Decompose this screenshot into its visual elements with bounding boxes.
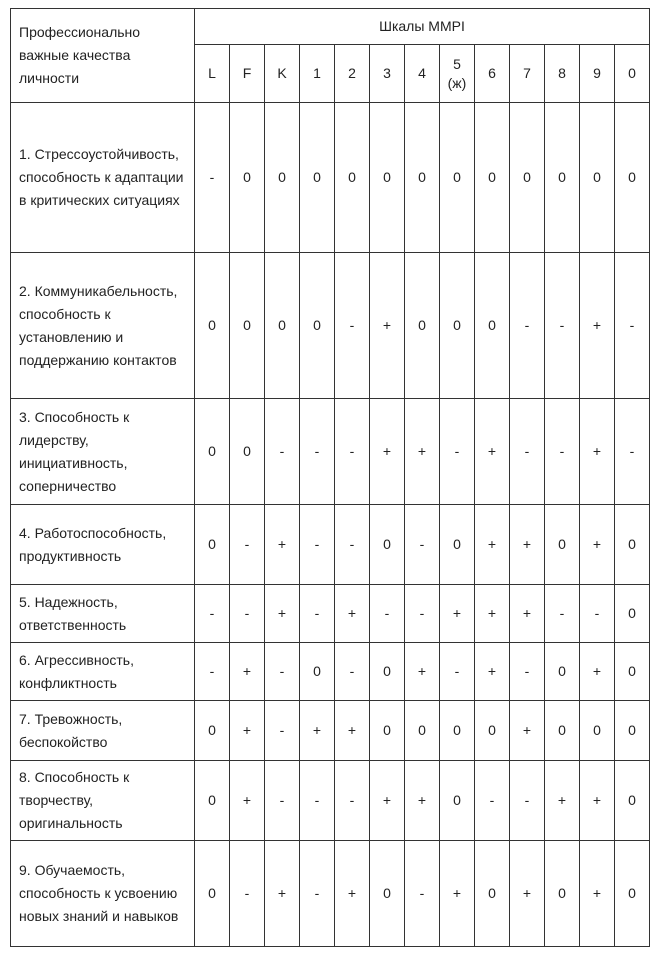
scale-value-cell: 0: [475, 103, 510, 253]
scale-value-cell: 0: [615, 585, 650, 643]
scale-value-cell: -: [545, 585, 580, 643]
table-row: [11, 585, 650, 643]
scale-value-cell: +: [405, 643, 440, 701]
scale-value-cell: +: [440, 841, 475, 947]
scale-value-cell: 0: [580, 103, 615, 253]
scale-value-cell: +: [335, 585, 370, 643]
scale-value-cell: -: [615, 253, 650, 399]
scale-value-cell: 0: [615, 701, 650, 761]
scale-value-cell: -: [545, 399, 580, 505]
scale-value-cell: 0: [440, 701, 475, 761]
qualities-column-header: Профессионально важные качества личности: [11, 9, 195, 103]
scale-value-cell: +: [230, 761, 265, 841]
scale-value-cell: 0: [545, 103, 580, 253]
scale-value-cell: +: [580, 505, 615, 585]
scale-value-cell: -: [195, 585, 230, 643]
scale-value-cell: -: [370, 585, 405, 643]
scale-value-cell: -: [265, 399, 300, 505]
scale-value-cell: 0: [195, 701, 230, 761]
scale-header-cell: 8: [545, 45, 580, 103]
quality-cell: 4. Работоспособность, продуктивность: [11, 505, 195, 585]
quality-cell: 6. Агрессивность, конфликтность: [11, 643, 195, 701]
scale-header-cell: 7: [510, 45, 545, 103]
scale-value-cell: 0: [440, 761, 475, 841]
scale-value-cell: +: [370, 253, 405, 399]
scale-value-cell: -: [300, 505, 335, 585]
table-row: [11, 253, 650, 399]
scale-value-cell: 0: [300, 643, 335, 701]
scale-value-cell: -: [405, 505, 440, 585]
scale-value-cell: 0: [230, 103, 265, 253]
scale-value-cell: 0: [370, 701, 405, 761]
scale-value-cell: +: [370, 399, 405, 505]
scale-value-cell: +: [475, 585, 510, 643]
quality-cell: 1. Стрессоустойчивость, способность к адаптации в критических ситуациях: [11, 103, 195, 253]
scale-value-cell: -: [510, 761, 545, 841]
scale-value-cell: -: [510, 253, 545, 399]
scale-value-cell: +: [475, 399, 510, 505]
scale-value-cell: 0: [370, 643, 405, 701]
scale-value-cell: -: [335, 643, 370, 701]
scale-value-cell: 0: [545, 643, 580, 701]
scale-value-cell: -: [300, 399, 335, 505]
scale-value-cell: +: [405, 399, 440, 505]
scale-value-cell: 0: [440, 505, 475, 585]
scale-value-cell: -: [300, 841, 335, 947]
scale-value-cell: -: [440, 399, 475, 505]
quality-cell: 2. Коммуникабельность, способность к установлению и поддержанию контактов: [11, 253, 195, 399]
quality-cell: 9. Обучаемость, способность к усвоению новых знаний и навыков: [11, 841, 195, 947]
scale-value-cell: +: [510, 841, 545, 947]
table-row: [11, 399, 650, 505]
scale-value-cell: 0: [475, 841, 510, 947]
scale-value-cell: +: [265, 505, 300, 585]
scale-value-cell: +: [510, 505, 545, 585]
scale-value-cell: +: [580, 253, 615, 399]
scale-header-cell: 9: [580, 45, 615, 103]
scale-value-cell: +: [475, 505, 510, 585]
scale-value-cell: -: [230, 585, 265, 643]
scale-value-cell: 0: [195, 761, 230, 841]
scale-value-cell: 0: [195, 505, 230, 585]
scale-value-cell: 0: [475, 701, 510, 761]
scale-value-cell: 0: [335, 103, 370, 253]
scale-value-cell: +: [265, 585, 300, 643]
scale-value-cell: 0: [405, 701, 440, 761]
scale-header-cell: L: [195, 45, 230, 103]
scale-value-cell: +: [475, 643, 510, 701]
scale-value-cell: 0: [615, 841, 650, 947]
table-row: [11, 701, 650, 761]
scale-value-cell: +: [335, 841, 370, 947]
table-row: [11, 761, 650, 841]
scale-value-cell: -: [440, 643, 475, 701]
table-row: [11, 103, 650, 253]
scale-value-cell: 0: [510, 103, 545, 253]
scale-value-cell: +: [580, 399, 615, 505]
scale-value-cell: +: [580, 761, 615, 841]
mmpi-qualities-table: [10, 8, 650, 947]
quality-cell: 7. Тревожность, беспокойство: [11, 701, 195, 761]
table-row: [11, 643, 650, 701]
scale-value-cell: -: [300, 761, 335, 841]
scale-value-cell: -: [580, 585, 615, 643]
scale-value-cell: +: [580, 841, 615, 947]
scale-value-cell: -: [265, 701, 300, 761]
scale-header-cell: 5 (ж): [440, 45, 475, 103]
scale-value-cell: -: [335, 505, 370, 585]
scale-value-cell: 0: [265, 103, 300, 253]
scale-value-cell: 0: [615, 761, 650, 841]
scale-value-cell: -: [510, 399, 545, 505]
scale-value-cell: 0: [405, 103, 440, 253]
scale-value-cell: +: [580, 643, 615, 701]
scale-value-cell: -: [230, 841, 265, 947]
scale-value-cell: -: [335, 399, 370, 505]
scale-value-cell: 0: [370, 103, 405, 253]
scale-header-cell: 2: [335, 45, 370, 103]
scale-value-cell: +: [510, 585, 545, 643]
scale-value-cell: 0: [545, 505, 580, 585]
scale-value-cell: 0: [195, 399, 230, 505]
scale-value-cell: -: [300, 585, 335, 643]
scale-value-cell: +: [230, 643, 265, 701]
scale-value-cell: 0: [440, 253, 475, 399]
scale-value-cell: -: [545, 253, 580, 399]
quality-cell: 3. Способность к лидерству, инициативность, соперничество: [11, 399, 195, 505]
scale-value-cell: 0: [300, 103, 335, 253]
scale-value-cell: 0: [545, 841, 580, 947]
scale-value-cell: 0: [615, 505, 650, 585]
scale-value-cell: 0: [580, 701, 615, 761]
scale-value-cell: 0: [475, 253, 510, 399]
scale-value-cell: +: [510, 701, 545, 761]
scale-value-cell: -: [510, 643, 545, 701]
table-row: [11, 841, 650, 947]
scale-header-cell: K: [265, 45, 300, 103]
quality-cell: 5. Надежность, ответственность: [11, 585, 195, 643]
scale-header-cell: 1: [300, 45, 335, 103]
scale-value-cell: -: [335, 253, 370, 399]
scale-value-cell: +: [405, 761, 440, 841]
scale-value-cell: +: [335, 701, 370, 761]
scale-value-cell: -: [230, 505, 265, 585]
scale-value-cell: -: [195, 103, 230, 253]
scale-value-cell: -: [475, 761, 510, 841]
quality-cell: 8. Способность к творчеству, оригинальность: [11, 761, 195, 841]
scale-value-cell: 0: [230, 253, 265, 399]
scale-value-cell: +: [545, 761, 580, 841]
scale-value-cell: 0: [440, 103, 475, 253]
table-row: [11, 505, 650, 585]
mmpi-scales-header: Шкалы MMPI: [195, 9, 650, 45]
scale-value-cell: 0: [195, 841, 230, 947]
scale-header-cell: F: [230, 45, 265, 103]
scale-value-cell: 0: [265, 253, 300, 399]
scale-value-cell: +: [265, 841, 300, 947]
scale-header-cell: 6: [475, 45, 510, 103]
scale-value-cell: 0: [230, 399, 265, 505]
scale-header-cell: 3: [370, 45, 405, 103]
scale-value-cell: 0: [545, 701, 580, 761]
scale-value-cell: 0: [370, 841, 405, 947]
scale-value-cell: -: [265, 643, 300, 701]
scale-value-cell: 0: [615, 643, 650, 701]
scale-value-cell: -: [195, 643, 230, 701]
scale-value-cell: -: [335, 761, 370, 841]
scale-value-cell: +: [440, 585, 475, 643]
scale-value-cell: -: [405, 841, 440, 947]
scale-value-cell: 0: [615, 103, 650, 253]
scale-value-cell: 0: [405, 253, 440, 399]
scale-header-cell: 4: [405, 45, 440, 103]
scale-header-cell: 0: [615, 45, 650, 103]
scale-value-cell: -: [265, 761, 300, 841]
scale-value-cell: +: [230, 701, 265, 761]
scale-value-cell: 0: [300, 253, 335, 399]
scale-value-cell: 0: [195, 253, 230, 399]
scale-value-cell: +: [300, 701, 335, 761]
scale-value-cell: -: [615, 399, 650, 505]
table-body: [11, 103, 650, 947]
scale-value-cell: +: [370, 761, 405, 841]
scale-value-cell: 0: [370, 505, 405, 585]
scale-value-cell: -: [405, 585, 440, 643]
